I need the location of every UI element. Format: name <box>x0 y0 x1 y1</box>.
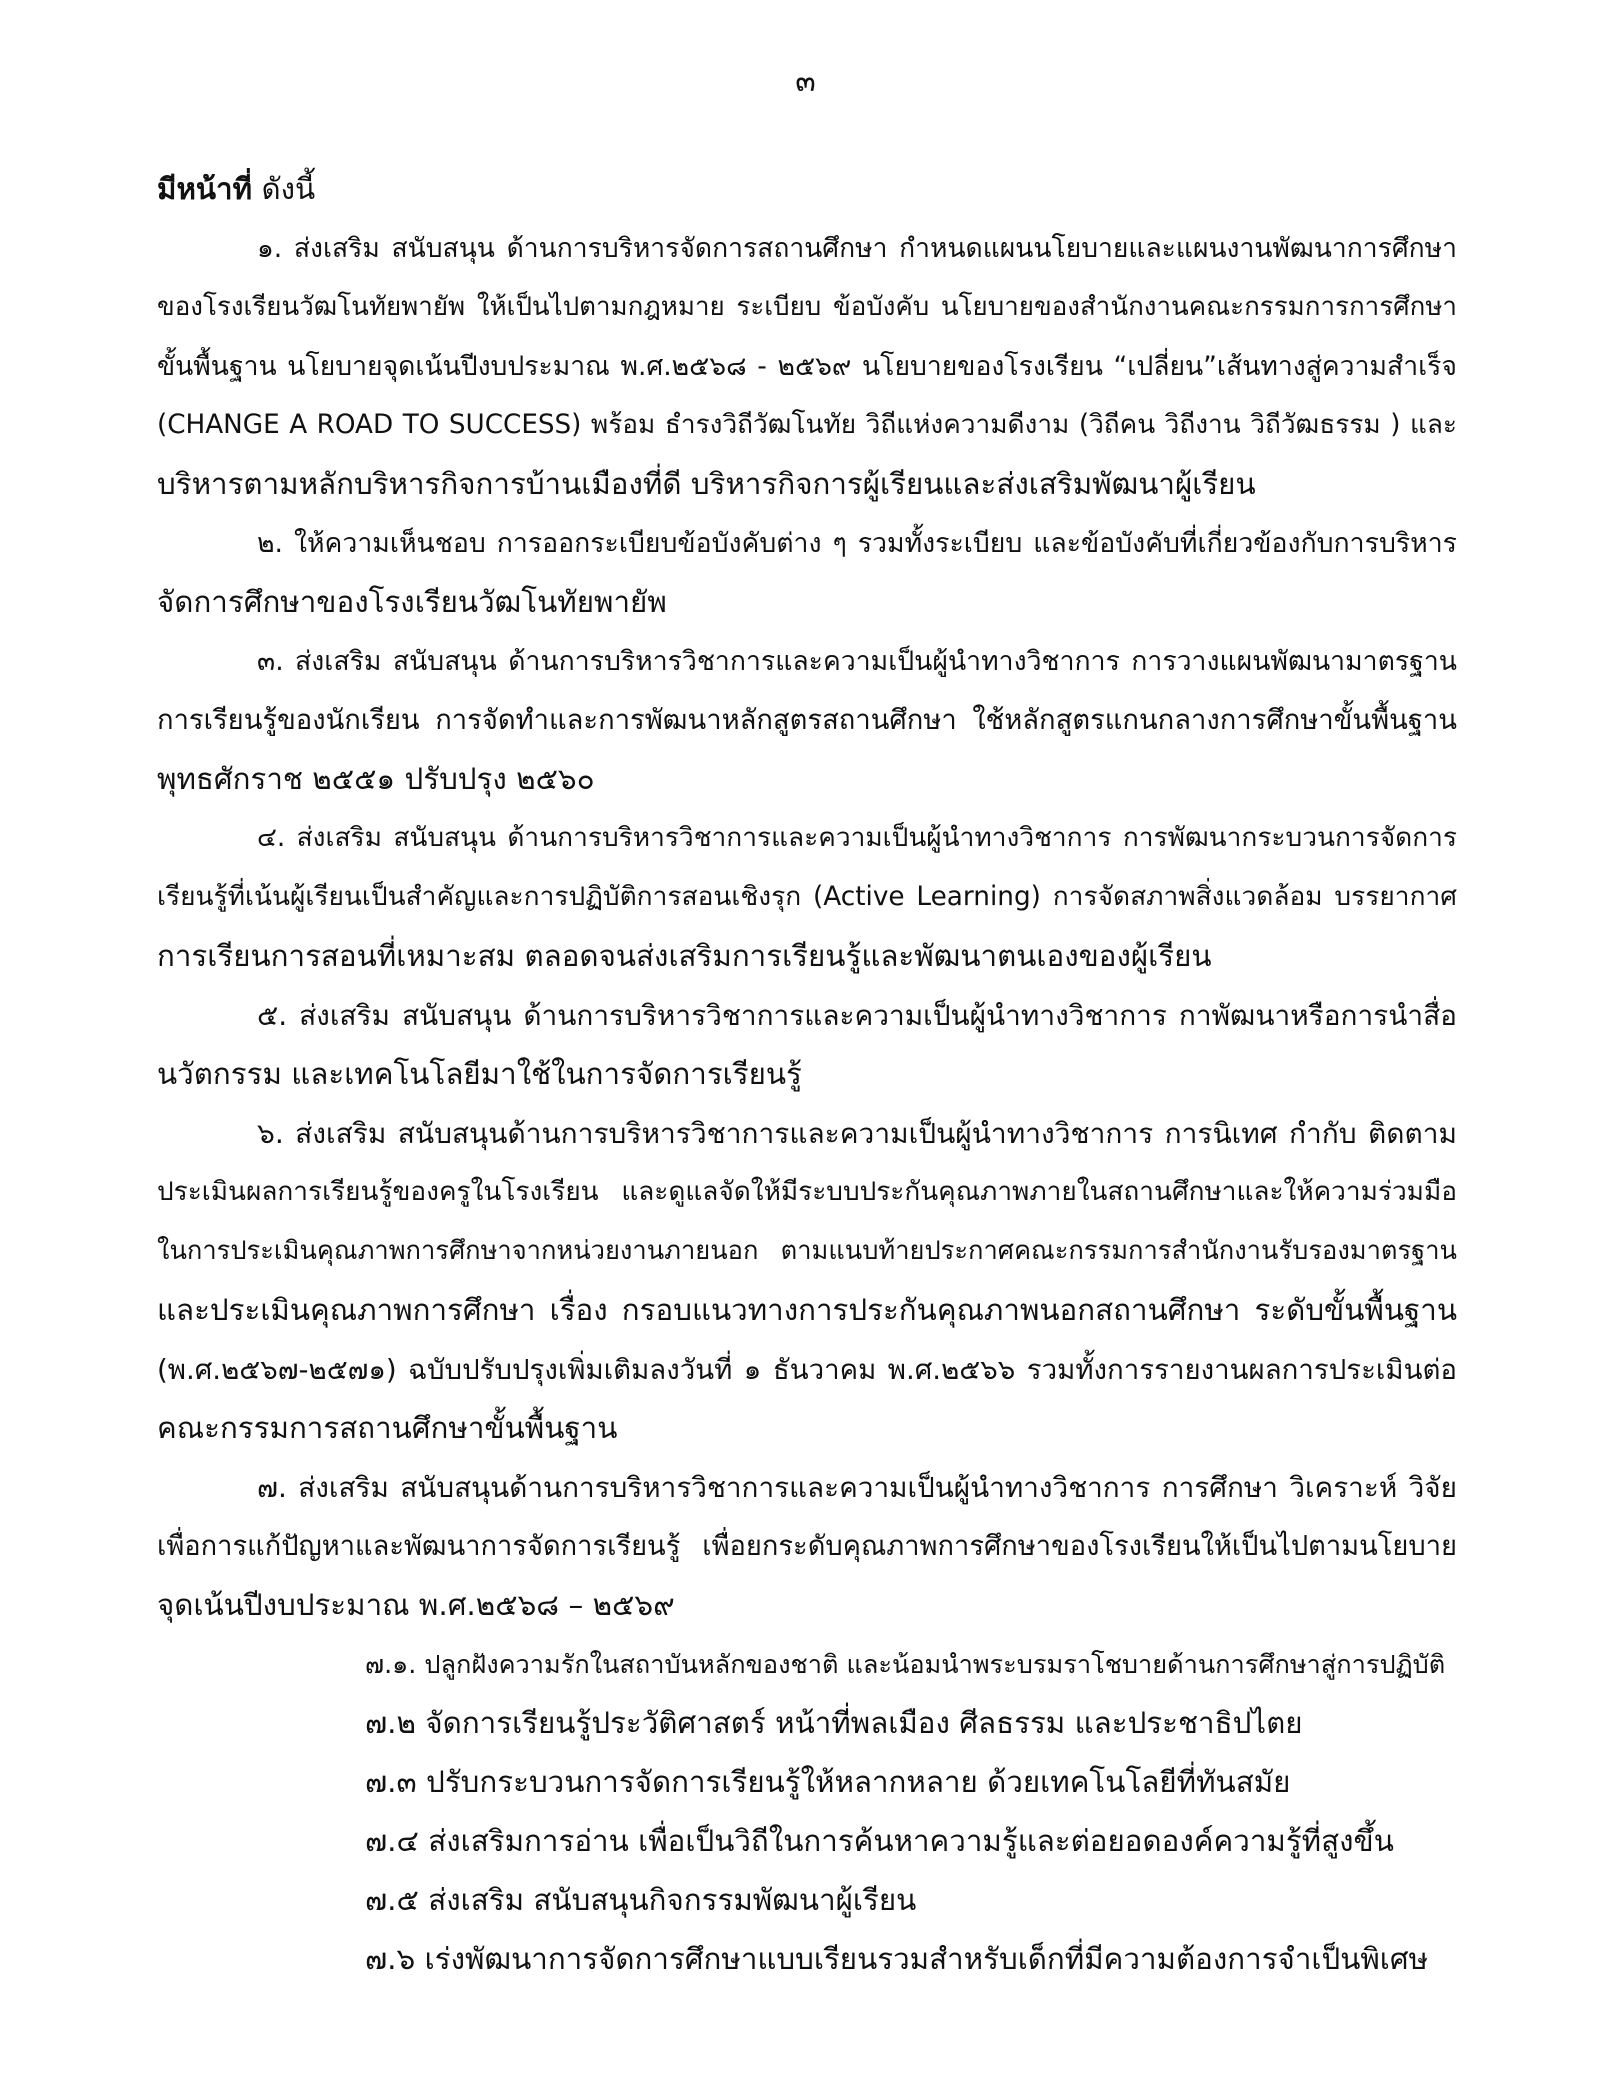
paragraph-line: ประเมินผลการเรียนรู้ของครูในโรงเรียน และดูแลจัดให้มีระบบประกันคุณภาพภายในสถานศึกษาและให้ความร่วมมือ <box>157 1177 1457 1207</box>
paragraph-line: จุดเน้นปีงบประมาณ พ.ศ.๒๕๖๘ – ๒๕๖๙ <box>157 1588 675 1622</box>
sub-item: ๗.๒ จัดการเรียนรู้ประวัติศาสตร์ หน้าที่พลเมือง ศีลธรรม และประชาธิปไตย <box>365 1706 1303 1740</box>
duty-item-1 <box>157 219 1457 514</box>
duty-item-4 <box>157 809 1457 986</box>
paragraph-line: ๓. ส่งเสริม สนับสนุน ด้านการบริหารวิชาการและความเป็นผู้นำทางวิชาการ การวางแผนพัฒนามาตรฐาน <box>257 646 1457 677</box>
document-body <box>157 160 1457 1989</box>
section-heading <box>157 160 1457 219</box>
page-number: ๓ <box>795 64 816 99</box>
paragraph-line: ของโรงเรียนวัฒโนทัยพายัพ ให้เป็นไปตามกฎหมาย ระเบียบ ข้อบังคับ นโยบายของสำนักงานคณะกรรมการการศึกษา <box>157 292 1457 322</box>
paragraph-line: ๗. ส่งเสริม สนับสนุนด้านการบริหารวิชาการและความเป็นผู้นำทางวิชาการ การศึกษา วิเคราะห์ วิจัย <box>257 1471 1457 1504</box>
sub-item: ๗.๓ ปรับกระบวนการจัดการเรียนรู้ให้หลากหลาย ด้วยเทคโนโลยีที่ทันสมัย <box>365 1765 1291 1799</box>
heading-rest: ดังนี้ <box>252 172 316 206</box>
paragraph-line: และประเมินคุณภาพการศึกษา เรื่อง กรอบแนวทางการประกันคุณภาพนอกสถานศึกษา ระดับขั้นพื้นฐาน <box>157 1293 1457 1327</box>
paragraph-line: ๔. ส่งเสริม สนับสนุน ด้านการบริหารวิชาการและความเป็นผู้นำทางวิชาการ การพัฒนากระบวนการจัดการ <box>257 823 1457 853</box>
sub-item: ๗.๕ ส่งเสริม สนับสนุนกิจกรรมพัฒนาผู้เรียน <box>365 1883 917 1917</box>
paragraph-line: ๑. ส่งเสริม สนับสนุน ด้านการบริหารจัดการสถานศึกษา กำหนดแผนนโยบายและแผนงานพัฒนาการศึกษา <box>257 233 1457 264</box>
sub-item-list <box>157 1635 1457 1989</box>
paragraph-line: จัดการศึกษาของโรงเรียนวัฒโนทัยพายัพ <box>157 585 667 619</box>
paragraph-line: ขั้นพื้นฐาน นโยบายจุดเน้นปีงบประมาณ พ.ศ.๒๕๖๘ - ๒๕๖๙ นโยบายของโรงเรียน “เปลี่ยน”เส้นทางสู่ความสำเร็จ <box>157 351 1457 382</box>
paragraph-line: นวัตกรรม และเทคโนโลยีมาใช้ในการจัดการเรียนรู้ <box>157 1057 802 1091</box>
paragraph-line: ๖. ส่งเสริม สนับสนุนด้านการบริหารวิชาการและความเป็นผู้นำทางวิชาการ การนิเทศ กำกับ ติดตาม <box>257 1117 1457 1150</box>
paragraph-line: (พ.ศ.๒๕๖๗-๒๕๗๑) ฉบับปรับปรุงเพิ่มเติมลงวันที่ ๑ ธันวาคม พ.ศ.๒๕๖๖ รวมทั้งการรายงานผลการประเมินต่อ <box>157 1353 1457 1386</box>
duty-item-7 <box>157 1458 1457 1635</box>
paragraph-line: บริหารตามหลักบริหารกิจการบ้านเมืองที่ดี บริหารกิจการผู้เรียนและส่งเสริมพัฒนาผู้เรียน <box>157 467 1256 501</box>
paragraph-line: การเรียนรู้ของนักเรียน การจัดทำและการพัฒนาหลักสูตรสถานศึกษา ใช้หลักสูตรแกนกลางการศึกษาขั้นพื้นฐาน <box>157 705 1457 736</box>
heading-bold: มีหน้าที่ <box>157 172 253 206</box>
paragraph-line: การเรียนการสอนที่เหมาะสม ตลอดจนส่งเสริมการเรียนรู้และพัฒนาตนเองของผู้เรียน <box>157 939 1212 973</box>
paragraph-line: เรียนรู้ที่เน้นผู้เรียนเป็นสำคัญและการปฏิบัติการสอนเชิงรุก (Active Learning) การจัดสภาพสิ่งแวดล้อม บรรยากาศ <box>157 882 1457 912</box>
paragraph-line: ๕. ส่งเสริม สนับสนุน ด้านการบริหารวิชาการและความเป็นผู้นำทางวิชาการ กาพัฒนาหรือการนำสื่อ <box>257 999 1457 1032</box>
paragraph-line: ในการประเมินคุณภาพการศึกษาจากหน่วยงานภายนอก ตามแนบท้ายประกาศคณะกรรมการสำนักงานรับรองมาตรฐาน <box>157 1236 1457 1266</box>
duty-item-2 <box>157 514 1457 632</box>
paragraph-line: (CHANGE A ROAD TO SUCCESS) พร้อม ธำรงวิถีวัฒโนทัย วิถีแห่งความดีงาม (วิถีคน วิถีงาน วิถีวัฒธรรม ) และ <box>157 410 1457 440</box>
duty-item-3 <box>157 632 1457 809</box>
paragraph-line: พุทธศักราช ๒๕๕๑ ปรับปรุง ๒๕๖๐ <box>157 762 595 796</box>
paragraph-line: ๒. ให้ความเห็นชอบ การออกระเบียบข้อบังคับต่าง ๆ รวมทั้งระเบียบ และข้อบังคับที่เกี่ยวข้องกับการบริหาร <box>257 528 1457 559</box>
duty-item-5 <box>157 986 1457 1104</box>
paragraph-line: เพื่อการแก้ปัญหาและพัฒนาการจัดการเรียนรู้ เพื่อยกระดับคุณภาพการศึกษาของโรงเรียนให้เป็นไปตามนโยบาย <box>157 1531 1457 1562</box>
sub-item: ๗.๔ ส่งเสริมการอ่าน เพื่อเป็นวิถีในการค้นหาความรู้และต่อยอดองค์ความรู้ที่สูงขึ้น <box>365 1824 1394 1858</box>
duty-item-6 <box>157 1104 1457 1458</box>
sub-item: ๗.๑. ปลูกฝังความรักในสถาบันหลักของชาติ และน้อมนำพระบรมราโชบายด้านการศึกษาสู่การปฏิบัติ <box>365 1649 1446 1679</box>
sub-item: ๗.๖ เร่งพัฒนาการจัดการศึกษาแบบเรียนรวมสำหรับเด็กที่มีความต้องการจำเป็นพิเศษ <box>365 1942 1429 1976</box>
paragraph-line: คณะกรรมการสถานศึกษาขั้นพื้นฐาน <box>157 1411 618 1445</box>
